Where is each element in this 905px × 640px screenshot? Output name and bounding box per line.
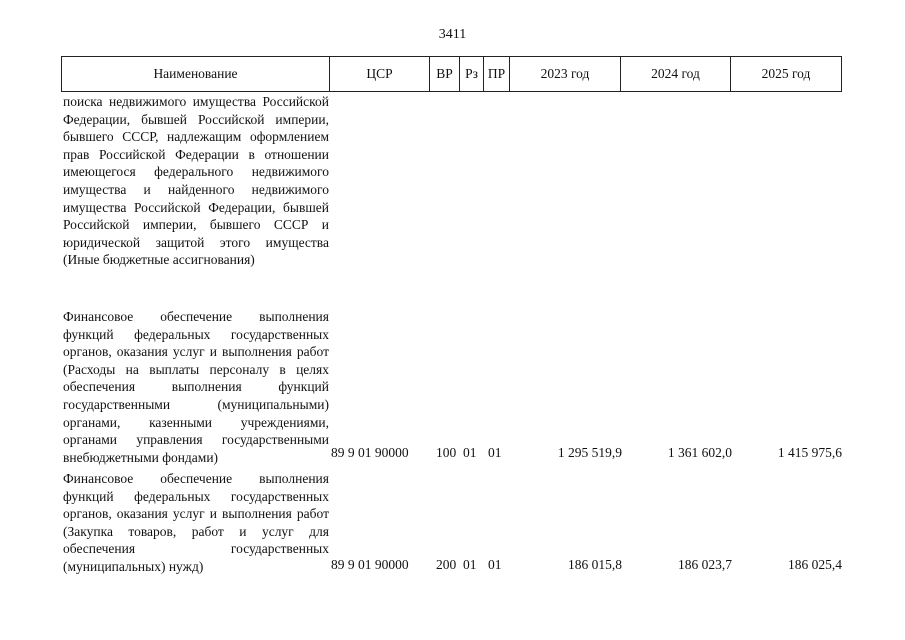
row-pr: 01 bbox=[488, 557, 502, 572]
budget-table-header bbox=[61, 56, 842, 92]
row-rz: 01 bbox=[463, 445, 477, 460]
row-csr: 89 9 01 90000 bbox=[331, 445, 409, 460]
page-number: 3411 bbox=[438, 27, 467, 42]
row-2023: 186 015,8 bbox=[568, 557, 622, 572]
row-2025: 1 415 975,6 bbox=[777, 445, 842, 460]
header-2025: 2025 год bbox=[731, 57, 842, 92]
header-2023: 2023 год bbox=[510, 57, 621, 92]
row-rz: 01 bbox=[463, 557, 477, 572]
header-name: Наименование bbox=[62, 57, 330, 92]
row-2024: 186 023,7 bbox=[678, 557, 732, 572]
row-pr: 01 bbox=[488, 445, 502, 460]
table-row bbox=[61, 93, 842, 303]
row-name: Финансовое обеспечение выполнения функций федеральных государственных органов, оказания услуг и выполнения работ (Закупка товаров, работ и услуг для обеспечения государственных (муниципальных) нужд) bbox=[63, 471, 329, 574]
header-vr: ВР bbox=[430, 57, 460, 92]
header-2024: 2024 год bbox=[621, 57, 731, 92]
table-row bbox=[61, 308, 842, 468]
header-rz: Рз bbox=[460, 57, 484, 92]
header-pr: ПР bbox=[484, 57, 510, 92]
header-csr: ЦСР bbox=[330, 57, 430, 92]
row-csr: 89 9 01 90000 bbox=[331, 557, 409, 572]
row-name: Финансовое обеспечение выполнения функций федеральных государственных органов, оказания услуг и выполнения работ (Расходы на выплаты персоналу в целях обеспечения выполнения функций государственными (муниципальными) органами, казенными учреждениями, органами управления государственными внебюджетными фондами) bbox=[63, 309, 329, 465]
table-row bbox=[61, 470, 842, 580]
row-2024: 1 361 602,0 bbox=[667, 445, 732, 460]
row-2025: 186 025,4 bbox=[788, 557, 842, 572]
row-2023: 1 295 519,9 bbox=[557, 445, 622, 460]
row-vr: 200 bbox=[436, 557, 457, 572]
row-name: поиска недвижимого имущества Российской Федерации, бывшей Российской империи, бывшего СССР, надлежащим оформлением прав Российской Федерации в отношении имеющегося федерального недвижимого имущества и найденного недвижимого имущества Российской Федерации, бывшей Российской империи, бывшего СССР и юридической защитой этого имущества (Иные бюджетные ассигнования) bbox=[63, 94, 329, 268]
row-vr: 100 bbox=[436, 445, 457, 460]
